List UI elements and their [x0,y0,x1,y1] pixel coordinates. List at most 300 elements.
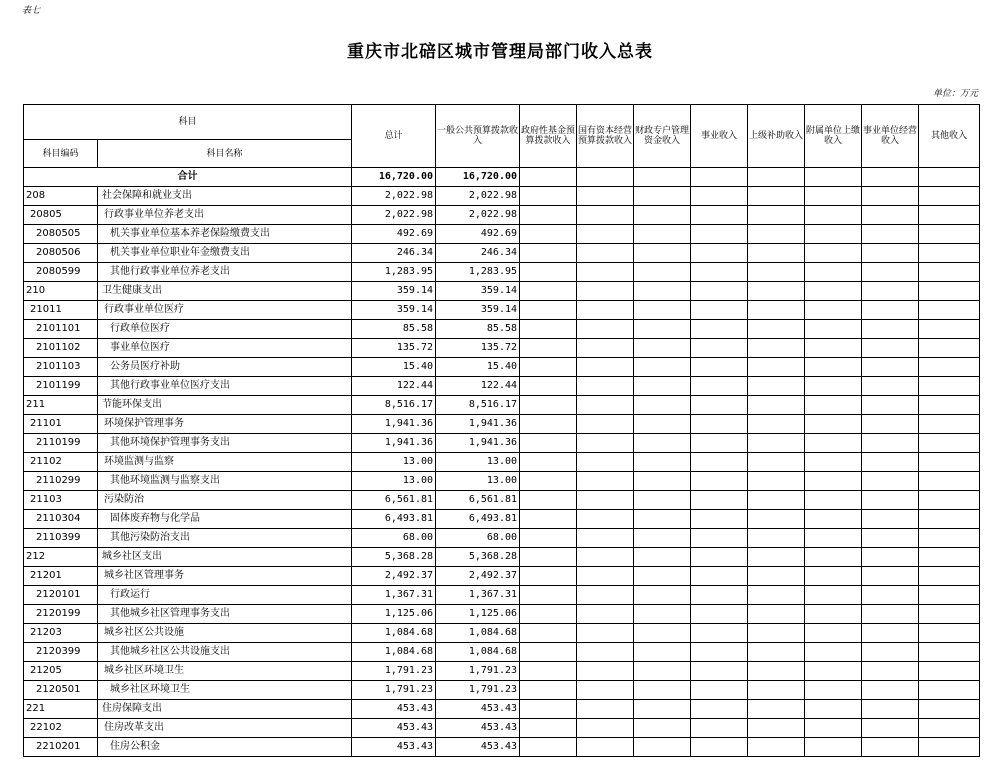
row-name: 卫生健康支出 [98,282,352,301]
row-total: 1,084.68 [352,624,436,643]
empty-cell [691,529,748,548]
empty-cell [748,225,805,244]
row-general: 15.40 [436,358,520,377]
empty-cell [805,225,862,244]
row-name: 城乡社区公共设施 [98,624,352,643]
row-code: 21201 [24,567,98,586]
col-header-business: 事业收入 [691,105,748,168]
empty-cell [520,187,577,206]
empty-cell [862,681,919,700]
empty-cell [862,225,919,244]
empty-cell [634,567,691,586]
empty-cell [748,263,805,282]
empty-cell [748,453,805,472]
row-total: 68.00 [352,529,436,548]
empty-cell [577,700,634,719]
empty-cell [862,719,919,738]
empty-cell [919,453,980,472]
row-code: 2110304 [24,510,98,529]
table-row [24,434,980,453]
empty-cell [691,225,748,244]
empty-cell [577,244,634,263]
col-header-special-account: 财政专户管理资金收入 [634,105,691,168]
table-row [24,225,980,244]
empty-cell [862,187,919,206]
row-total: 13.00 [352,453,436,472]
total-general: 16,720.00 [436,168,520,187]
empty-cell [520,529,577,548]
table-row [24,472,980,491]
row-name: 固体废弃物与化学品 [98,510,352,529]
empty-cell [577,301,634,320]
empty-cell [862,358,919,377]
row-total: 1,941.36 [352,434,436,453]
row-code: 21103 [24,491,98,510]
empty-cell [520,244,577,263]
row-total: 359.14 [352,282,436,301]
empty-cell [634,244,691,263]
empty-cell [805,263,862,282]
row-code: 2110399 [24,529,98,548]
row-general: 2,022.98 [436,187,520,206]
empty-cell [748,491,805,510]
empty-cell [748,643,805,662]
empty-cell [577,567,634,586]
empty-cell [577,377,634,396]
empty-cell [577,643,634,662]
empty-cell [919,282,980,301]
empty-cell [862,301,919,320]
empty-cell [577,339,634,358]
empty-cell [805,643,862,662]
empty-cell [862,339,919,358]
empty-cell [862,206,919,225]
empty-cell [862,738,919,757]
row-code: 21011 [24,301,98,320]
row-name: 城乡社区管理事务 [98,567,352,586]
name-header: 科目名称 [98,140,352,168]
empty-cell [520,700,577,719]
row-name: 事业单位医疗 [98,339,352,358]
empty-cell [634,681,691,700]
row-general: 1,125.06 [436,605,520,624]
empty-cell [520,624,577,643]
empty-cell [520,586,577,605]
table-row [24,358,980,377]
empty-cell [862,415,919,434]
empty-cell [577,472,634,491]
row-code: 2080599 [24,263,98,282]
empty-cell [634,491,691,510]
empty-cell [691,643,748,662]
row-code: 2110299 [24,472,98,491]
empty-cell [748,719,805,738]
empty-cell [577,548,634,567]
empty-cell [577,282,634,301]
table-row [24,548,980,567]
empty-cell [919,624,980,643]
col-header-superior-subsidy: 上级补助收入 [748,105,805,168]
row-general: 13.00 [436,472,520,491]
empty-cell [748,624,805,643]
col-header-general: 一般公共预算拨款收入 [436,105,520,168]
table-row [24,320,980,339]
table-row [24,510,980,529]
empty-cell [691,719,748,738]
row-general: 1,941.36 [436,434,520,453]
row-general: 1,791.23 [436,681,520,700]
empty-cell [577,586,634,605]
empty-cell [805,510,862,529]
empty-cell [805,282,862,301]
table-row [24,738,980,757]
row-total: 453.43 [352,700,436,719]
row-code: 22102 [24,719,98,738]
empty-cell [634,263,691,282]
row-code: 21102 [24,453,98,472]
row-general: 122.44 [436,377,520,396]
col-header-other: 其他收入 [919,105,980,168]
row-total: 13.00 [352,472,436,491]
row-general: 246.34 [436,244,520,263]
empty-cell [805,472,862,491]
empty-cell [520,643,577,662]
empty-cell [805,681,862,700]
row-total: 135.72 [352,339,436,358]
empty-cell [748,681,805,700]
row-name: 节能环保支出 [98,396,352,415]
row-name: 行政事业单位养老支出 [98,206,352,225]
empty-cell [805,320,862,339]
row-code: 2210201 [24,738,98,757]
empty-cell [862,491,919,510]
empty-cell [919,263,980,282]
empty-cell [691,244,748,263]
table-row [24,377,980,396]
empty-cell [634,624,691,643]
empty-cell [691,510,748,529]
table-row [24,263,980,282]
row-code: 20805 [24,206,98,225]
row-code: 2080505 [24,225,98,244]
empty-cell [520,548,577,567]
empty-cell [919,586,980,605]
empty-cell [748,244,805,263]
empty-cell [862,263,919,282]
col-header-total: 总计 [352,105,436,168]
empty-cell [919,510,980,529]
empty-cell [748,434,805,453]
empty-cell [748,206,805,225]
empty-cell [634,358,691,377]
empty-cell [805,586,862,605]
empty-cell [919,700,980,719]
empty-cell [919,244,980,263]
row-code: 221 [24,700,98,719]
empty-cell [862,586,919,605]
empty-cell [691,320,748,339]
row-name: 其他行政事业单位医疗支出 [98,377,352,396]
row-name: 行政单位医疗 [98,320,352,339]
empty-cell [520,738,577,757]
row-name: 其他环境保护管理事务支出 [98,434,352,453]
empty-cell [919,396,980,415]
row-total: 1,283.95 [352,263,436,282]
empty-cell [862,244,919,263]
row-name: 其他行政事业单位养老支出 [98,263,352,282]
empty-cell [520,377,577,396]
row-code: 2120501 [24,681,98,700]
empty-cell [520,415,577,434]
row-name: 城乡社区环境卫生 [98,681,352,700]
empty-cell [748,282,805,301]
row-name: 其他环境监测与监察支出 [98,472,352,491]
row-total: 453.43 [352,738,436,757]
empty-cell [691,624,748,643]
row-general: 13.00 [436,453,520,472]
empty-cell [691,206,748,225]
row-total: 5,368.28 [352,548,436,567]
row-name: 社会保障和就业支出 [98,187,352,206]
row-name: 行政事业单位医疗 [98,301,352,320]
empty-cell [634,396,691,415]
empty-cell [805,396,862,415]
subject-header: 科目 [24,105,352,140]
row-name: 环境保护管理事务 [98,415,352,434]
empty-cell [805,206,862,225]
row-total: 492.69 [352,225,436,244]
empty-cell [691,415,748,434]
empty-cell [634,662,691,681]
empty-cell [577,453,634,472]
table-row [24,244,980,263]
row-total: 1,791.23 [352,681,436,700]
empty-cell [577,624,634,643]
row-total: 85.58 [352,320,436,339]
empty-cell [805,624,862,643]
empty-cell [634,225,691,244]
empty-cell [520,339,577,358]
table-row [24,681,980,700]
empty-cell [805,434,862,453]
empty-cell [862,567,919,586]
empty-cell [862,700,919,719]
empty-cell [691,681,748,700]
empty-cell [919,567,980,586]
row-total: 122.44 [352,377,436,396]
empty-cell [520,472,577,491]
empty-cell [577,510,634,529]
empty-cell [577,605,634,624]
row-name: 其他城乡社区管理事务支出 [98,605,352,624]
row-code: 21205 [24,662,98,681]
table-row [24,624,980,643]
empty-cell [862,434,919,453]
empty-cell [634,586,691,605]
empty-cell [691,339,748,358]
col-header-affiliated: 附属单位上缴收入 [805,105,862,168]
table-row [24,396,980,415]
empty-cell [691,301,748,320]
row-code: 2110199 [24,434,98,453]
empty-cell [919,472,980,491]
empty-cell [919,415,980,434]
empty-cell [805,339,862,358]
empty-cell [520,681,577,700]
empty-cell [634,529,691,548]
empty-cell [805,719,862,738]
empty-cell [748,377,805,396]
empty-cell [691,738,748,757]
row-code: 2120199 [24,605,98,624]
empty-cell [634,643,691,662]
row-general: 2,492.37 [436,567,520,586]
empty-cell [805,377,862,396]
empty-cell [919,681,980,700]
row-name: 住房改革支出 [98,719,352,738]
row-name: 污染防治 [98,491,352,510]
empty-cell [691,548,748,567]
row-name: 行政运行 [98,586,352,605]
row-name: 其他污染防治支出 [98,529,352,548]
empty-cell [862,320,919,339]
empty-cell [520,434,577,453]
empty-cell [634,700,691,719]
empty-cell [748,529,805,548]
empty-cell [919,377,980,396]
empty-cell [862,643,919,662]
row-code: 2101101 [24,320,98,339]
empty-cell [691,282,748,301]
empty-cell [748,358,805,377]
empty-cell [577,434,634,453]
empty-cell [634,320,691,339]
empty-cell [577,662,634,681]
empty-cell [691,358,748,377]
table-row [24,643,980,662]
empty-cell [805,662,862,681]
col-header-gov-fund: 政府性基金预算拨款收入 [520,105,577,168]
empty-cell [805,605,862,624]
row-code: 2101103 [24,358,98,377]
table-row [24,700,980,719]
row-total: 15.40 [352,358,436,377]
row-name: 机关事业单位基本养老保险缴费支出 [98,225,352,244]
empty-cell [691,377,748,396]
empty-cell [520,567,577,586]
empty-cell [691,586,748,605]
table-row [24,491,980,510]
empty-cell [577,225,634,244]
empty-cell [748,548,805,567]
row-total: 1,791.23 [352,662,436,681]
table-row [24,301,980,320]
empty-cell [577,187,634,206]
empty-cell [577,738,634,757]
row-name: 住房保障支出 [98,700,352,719]
empty-cell [919,358,980,377]
empty-cell [634,377,691,396]
empty-cell [748,567,805,586]
empty-cell [520,719,577,738]
row-total: 1,367.31 [352,586,436,605]
empty-cell [919,320,980,339]
empty-cell [634,510,691,529]
row-total: 8,516.17 [352,396,436,415]
empty-cell [634,282,691,301]
code-header: 科目编码 [24,140,98,168]
empty-cell [748,586,805,605]
row-general: 2,022.98 [436,206,520,225]
empty-cell [748,187,805,206]
empty-cell [577,415,634,434]
empty-cell [805,453,862,472]
empty-cell [634,719,691,738]
total-row [24,168,980,187]
empty-cell [805,491,862,510]
row-name: 环境监测与监察 [98,453,352,472]
row-general: 492.69 [436,225,520,244]
empty-cell [862,472,919,491]
row-general: 1,367.31 [436,586,520,605]
row-total: 1,941.36 [352,415,436,434]
empty-cell [748,700,805,719]
empty-cell [691,567,748,586]
row-total: 246.34 [352,244,436,263]
empty-cell [634,339,691,358]
row-general: 1,283.95 [436,263,520,282]
row-total: 1,125.06 [352,605,436,624]
table-row [24,567,980,586]
row-general: 359.14 [436,282,520,301]
empty-cell [748,339,805,358]
col-header-state-capital: 国有资本经营预算拨款收入 [577,105,634,168]
empty-cell [919,719,980,738]
row-general: 359.14 [436,301,520,320]
empty-cell [520,263,577,282]
empty-cell [748,415,805,434]
empty-cell [862,396,919,415]
row-code: 210 [24,282,98,301]
total-sum: 16,720.00 [352,168,436,187]
table-row [24,339,980,358]
table-row [24,529,980,548]
empty-cell [691,605,748,624]
empty-cell [919,434,980,453]
empty-cell [577,529,634,548]
empty-cell [748,320,805,339]
empty-cell [862,453,919,472]
empty-cell [577,719,634,738]
row-total: 6,561.81 [352,491,436,510]
empty-cell [520,491,577,510]
empty-cell [691,434,748,453]
empty-cell [634,738,691,757]
empty-cell [805,358,862,377]
empty-cell [520,282,577,301]
empty-cell [919,605,980,624]
empty-cell [577,206,634,225]
empty-cell [691,491,748,510]
empty-cell [691,453,748,472]
empty-cell [919,643,980,662]
empty-cell [691,700,748,719]
empty-cell [805,700,862,719]
empty-cell [862,624,919,643]
row-code: 2120101 [24,586,98,605]
empty-cell [805,244,862,263]
empty-cell [520,206,577,225]
